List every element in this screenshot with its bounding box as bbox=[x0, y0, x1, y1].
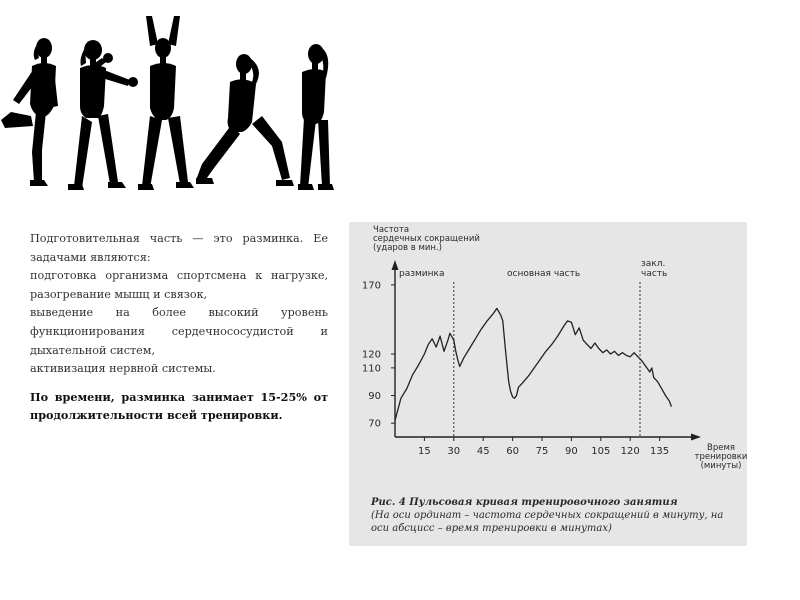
y-axis-label: Частота сердечных сокращений (ударов в мин.) bbox=[373, 225, 480, 253]
x-tick-label: 90 bbox=[565, 446, 578, 457]
heart-rate-series-line bbox=[395, 308, 671, 420]
exercise-silhouettes bbox=[0, 8, 340, 198]
silhouette-standing bbox=[298, 44, 334, 190]
phase-label: основная часть bbox=[507, 269, 581, 279]
silhouette-overhead-stretch bbox=[138, 16, 194, 190]
phase-label: разминка bbox=[399, 269, 445, 279]
silhouette-arm-exercise bbox=[68, 40, 138, 190]
caption-note: (На оси ординат – частота сердечных сокращений в минуту, на оси абсцисс – время тренировки в минутах) bbox=[371, 510, 724, 534]
intro-text: Подготовительная часть — это разминка. Ее задачами являются: bbox=[30, 232, 328, 264]
task-item: подготовка организма спортсмена к нагрузке, bbox=[30, 269, 328, 283]
y-axis-arrow bbox=[392, 260, 399, 270]
figure-caption bbox=[371, 496, 741, 535]
heart-rate-chart bbox=[349, 222, 747, 492]
x-tick-label: 120 bbox=[620, 446, 640, 457]
timing-text: По времени, разминка занимает 15-25% от продолжительности всей тренировки. bbox=[30, 389, 328, 423]
y-tick-label: 170 bbox=[361, 280, 381, 292]
text-block bbox=[30, 230, 328, 425]
task-item: выведение на более высокий уровень функционирования сердечнососудистой и дыхательной систем, bbox=[30, 306, 328, 357]
y-tick-label: 110 bbox=[361, 363, 381, 375]
x-tick-label: 60 bbox=[506, 446, 519, 457]
y-tick-label: 120 bbox=[361, 349, 381, 361]
heart-rate-figure bbox=[349, 222, 747, 546]
silhouette-lunge bbox=[196, 54, 294, 186]
x-axis-arrow bbox=[691, 434, 701, 441]
caption-title: Рис. 4 Пульсовая кривая тренировочного занятия bbox=[371, 497, 678, 508]
x-tick-label: 45 bbox=[476, 446, 490, 457]
x-tick-label: 105 bbox=[591, 446, 611, 457]
x-axis-label: Время тренировки (минуты) bbox=[694, 443, 747, 471]
x-tick-label: 75 bbox=[535, 446, 549, 457]
phase-label: закл. часть bbox=[641, 259, 668, 279]
y-tick-label: 70 bbox=[368, 418, 381, 430]
y-tick-label: 90 bbox=[368, 391, 381, 403]
silhouette-quad-stretch bbox=[1, 38, 58, 186]
x-tick-label: 135 bbox=[650, 446, 670, 457]
x-tick-label: 15 bbox=[418, 446, 431, 457]
task-item: активизация нервной системы. bbox=[30, 362, 216, 376]
x-tick-label: 30 bbox=[447, 446, 461, 457]
task-item: разогревание мышц и связок, bbox=[30, 287, 208, 301]
